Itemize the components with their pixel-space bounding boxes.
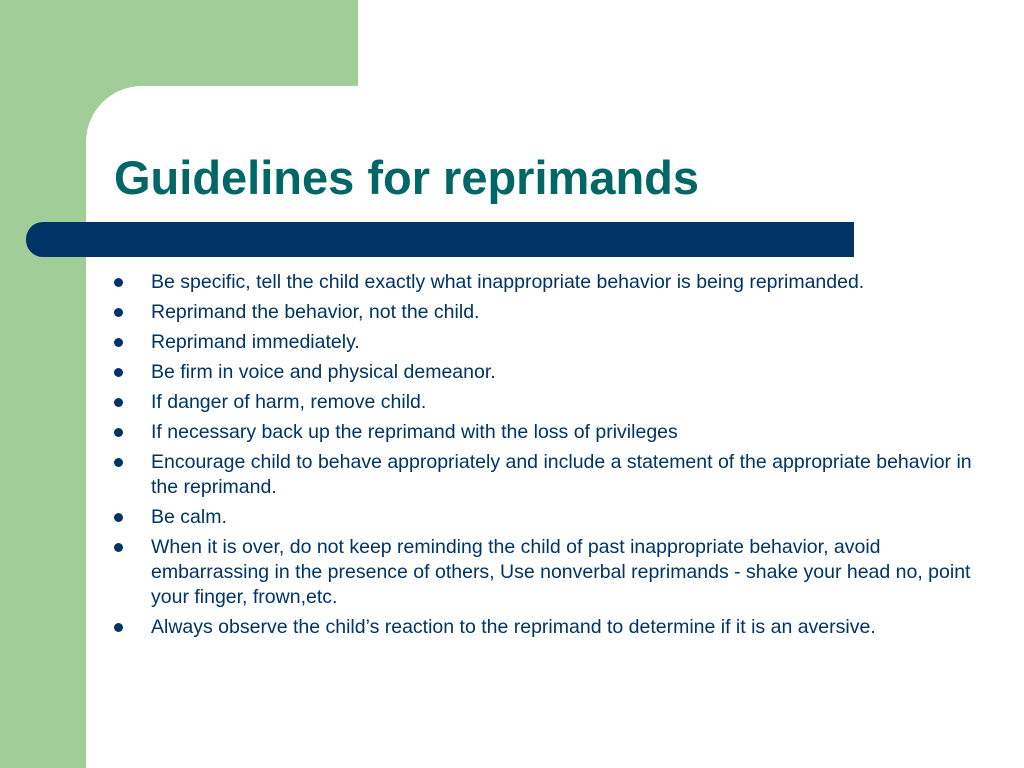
bullet-dot-icon — [114, 513, 123, 522]
bullet-item — [114, 330, 1004, 355]
bullet-item — [114, 420, 1004, 445]
title-accent-bar — [26, 222, 854, 257]
bullet-dot-icon — [114, 338, 123, 347]
bullet-dot-icon — [114, 543, 123, 552]
bullet-item — [114, 535, 1004, 610]
bullet-text: Always observe the child’s reaction to the reprimand to determine if it is an aversive. — [151, 616, 876, 638]
bullet-text: Reprimand the behavior, not the child. — [151, 301, 480, 323]
bullet-text: When it is over, do not keep reminding the child of past inappropriate behavior, avoid embarrassing in the presence of others, Use nonverbal reprimands - shake your head no, point your finger, frown,etc. — [151, 536, 971, 608]
bullet-dot-icon — [114, 428, 123, 437]
bullet-item — [114, 505, 1004, 530]
slide-title: Guidelines for reprimands — [114, 151, 700, 204]
bullet-dot-icon — [114, 398, 123, 407]
bullet-dot-icon — [114, 308, 123, 317]
bullet-text: Be firm in voice and physical demeanor. — [151, 361, 496, 383]
bullet-item — [114, 300, 1004, 325]
bullet-text: If danger of harm, remove child. — [151, 391, 427, 413]
bullet-item — [114, 270, 1004, 295]
bullet-text: Encourage child to behave appropriately and include a statement of the appropriate behavior in the reprimand. — [151, 451, 972, 498]
bullet-text: If necessary back up the reprimand with the loss of privileges — [151, 421, 678, 443]
bullet-text: Be calm. — [151, 506, 227, 528]
bullet-text: Reprimand immediately. — [151, 331, 360, 353]
bullet-item — [114, 450, 1004, 500]
bullet-item — [114, 390, 1004, 415]
bullet-dot-icon — [114, 458, 123, 467]
bullet-text: Be specific, tell the child exactly what inappropriate behavior is being reprimanded. — [151, 271, 865, 293]
bullet-dot-icon — [114, 368, 123, 377]
bullet-dot-icon — [114, 623, 123, 632]
bullet-dot-icon — [114, 278, 123, 287]
bullet-item — [114, 360, 1004, 385]
bullet-item — [114, 615, 1004, 640]
bullet-list — [114, 270, 1004, 645]
